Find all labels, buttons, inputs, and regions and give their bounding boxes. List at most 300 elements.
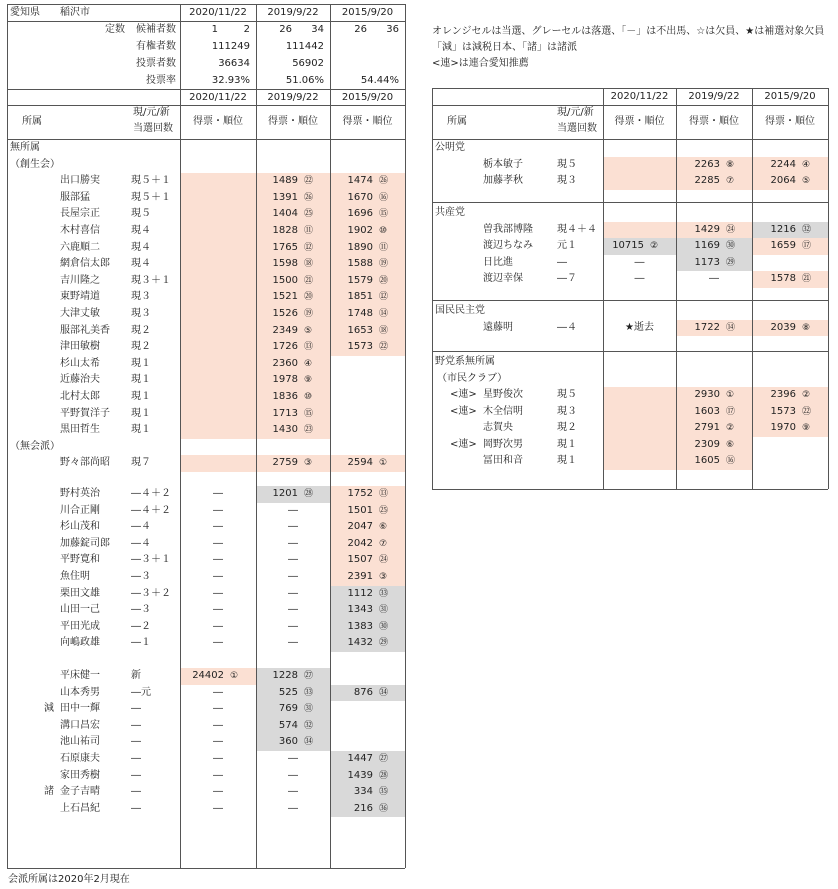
- candidate-name: 冨田和音: [483, 455, 523, 466]
- candidate-status: ―３: [131, 571, 151, 582]
- rank-badge: ⑳: [379, 275, 389, 286]
- rank-badge: ⑰: [802, 241, 812, 251]
- vote-count: 1970: [770, 422, 796, 433]
- vote-count: 2391: [347, 571, 373, 582]
- stat-value: 36634: [218, 58, 250, 69]
- group-title: 国民民主党: [435, 305, 485, 316]
- rank-badge: ①: [726, 390, 735, 400]
- votes-header: 得票・順位: [268, 116, 318, 127]
- group-title: 野党系無所属: [435, 356, 495, 367]
- candidate-name: 木村喜信: [60, 225, 100, 236]
- vote-count: 1748: [347, 308, 373, 319]
- candidate-status: ―元: [131, 686, 151, 698]
- elected-cell: [181, 256, 256, 273]
- vote-count: 1430: [272, 424, 298, 436]
- h-line: [7, 4, 405, 5]
- rank-badge: ⑰: [726, 406, 736, 417]
- vote-count: 876: [353, 686, 373, 698]
- candidate-status: ―: [557, 256, 567, 268]
- candidate-name: 野々部尚昭: [60, 457, 110, 469]
- candidate-name: 網倉信太郎: [60, 258, 110, 270]
- rank-badge: ③: [379, 572, 388, 582]
- vote-count: 1603: [694, 405, 720, 417]
- candidate-status: ―４: [557, 321, 577, 333]
- vote-count: 1836: [272, 391, 298, 402]
- vote-count: 1228: [272, 670, 298, 681]
- candidate-name: 池山祐司: [60, 736, 100, 748]
- rank-badge: ⑥: [379, 522, 388, 533]
- candidate-status: 現１: [131, 391, 151, 402]
- not-running-mark: ―: [634, 256, 645, 268]
- candidate-name: 日比進: [483, 256, 513, 268]
- candidate-status: 現２: [557, 422, 577, 433]
- candidate-name: 栃本敏子: [483, 158, 523, 170]
- v-line: [180, 4, 181, 89]
- footer-note: 会派所属は2020年2月現在: [8, 874, 130, 885]
- not-running-mark: ―: [288, 604, 298, 616]
- candidate-name: 上石昌紀: [60, 802, 100, 814]
- vote-count: 10715: [612, 240, 644, 251]
- rank-badge: ㉟: [379, 787, 389, 798]
- candidate-status: 現５: [557, 158, 577, 170]
- vote-count: 1578: [770, 273, 796, 284]
- not-running-mark: ―: [213, 736, 223, 748]
- vote-count: 1383: [347, 620, 373, 632]
- rank-badge: ㉒: [379, 342, 389, 353]
- candidate-name: 平野寛和: [60, 554, 100, 566]
- candidate-status: 現２: [131, 341, 151, 353]
- v-line: [432, 88, 433, 489]
- vote-count: 1605: [694, 455, 720, 466]
- candidate-status: 現７: [131, 457, 151, 469]
- vote-count: 2047: [347, 521, 373, 533]
- rank-badge: ㉞: [379, 687, 389, 698]
- elected-cell: [181, 372, 256, 389]
- vote-count: 1489: [272, 175, 298, 187]
- rank-badge: ⑱: [379, 325, 389, 336]
- status-header-right: 現/元/新: [557, 107, 594, 118]
- vote-count: 2594: [347, 457, 373, 469]
- candidate-status: 現３: [131, 308, 151, 319]
- stat-value: 54.44%: [360, 75, 399, 86]
- rank-badge: ㉜: [802, 224, 812, 235]
- rank-badge: ㉛: [379, 605, 389, 616]
- v-line: [676, 88, 677, 489]
- candidate-status: ―１: [131, 637, 151, 649]
- rank-badge: ㉑: [802, 274, 812, 284]
- party-prefix: 減: [44, 703, 54, 715]
- vote-count: 1670: [347, 191, 373, 203]
- vote-count: 1722: [694, 321, 720, 333]
- vote-count: 2042: [347, 537, 373, 549]
- elected-cell: [181, 306, 256, 323]
- vote-count: 2244: [770, 158, 796, 170]
- v-line: [330, 89, 331, 868]
- rank-badge: ⑭: [726, 322, 736, 333]
- note-colors: オレンジセルは当選、グレーセルは落選、「－」は不出馬、☆は欠員、★は補選対象欠員: [432, 26, 825, 37]
- rank-badge: ㉕: [304, 209, 314, 220]
- group-subtitle: （創生会）: [10, 158, 60, 170]
- candidate-status: ―: [131, 753, 141, 764]
- rank-badge: ⑦: [379, 538, 388, 549]
- vote-count: 1726: [272, 341, 298, 353]
- rank-badge: ㉘: [379, 770, 389, 781]
- h-line: [7, 21, 405, 22]
- not-running-mark: ―: [288, 786, 298, 798]
- elected-cell: [181, 289, 256, 306]
- not-running-mark: ―: [288, 537, 298, 549]
- vote-count: 1828: [272, 225, 298, 236]
- group-subtitle: （無会派）: [10, 440, 60, 452]
- candidate-status: 元１: [557, 240, 577, 251]
- candidate-name: 六鹿順二: [60, 241, 100, 253]
- rank-badge: ㉖: [304, 192, 314, 203]
- vote-count: 1404: [272, 208, 298, 220]
- h-line: [7, 868, 405, 869]
- rank-badge: ㉑: [304, 275, 314, 286]
- not-running-mark: ―: [213, 719, 223, 731]
- vote-count: 1573: [347, 341, 373, 353]
- candidate-name: 黒田哲生: [60, 424, 100, 436]
- vote-count: 1112: [347, 587, 373, 599]
- candidate-name: 北村太郎: [60, 391, 100, 402]
- party-prefix: 諸: [44, 786, 54, 798]
- vote-count: 360: [278, 736, 298, 748]
- elected-cell: [604, 173, 676, 190]
- rank-badge: ㊱: [379, 803, 389, 814]
- rank-badge: ⑮: [304, 408, 314, 419]
- group-divider: [432, 300, 828, 301]
- candidate-name: 加藤孝秋: [483, 175, 523, 186]
- rank-badge: ④: [802, 159, 811, 170]
- note-rengo: <連>は連合愛知推薦: [432, 58, 529, 69]
- not-running-mark: ―: [288, 571, 298, 582]
- vote-count: 2360: [272, 357, 298, 369]
- elected-cell: [604, 222, 676, 239]
- candidate-status: ―４＋２: [131, 504, 171, 516]
- affil-header: 所属: [22, 116, 42, 127]
- rank-badge: ⑯: [379, 192, 389, 203]
- vote-count: 1432: [347, 637, 373, 649]
- rank-badge: ⑪: [304, 226, 314, 236]
- vote-count: 1765: [272, 241, 298, 253]
- candidates-value: 34: [311, 24, 324, 35]
- candidate-status: 現１: [131, 374, 151, 386]
- vote-count: 769: [278, 703, 298, 715]
- candidate-status: 現１: [557, 455, 577, 466]
- candidate-name: 田中一輝: [60, 703, 100, 715]
- candidate-status: 現５＋１: [131, 191, 171, 203]
- not-running-mark: ―: [213, 802, 223, 814]
- not-running-mark: ―: [213, 504, 223, 516]
- vote-count: 574: [278, 719, 298, 731]
- rank-badge: ⑳: [304, 292, 314, 303]
- candidate-status: ―: [131, 719, 141, 731]
- candidate-status: 現１: [131, 357, 151, 369]
- elected-cell: [604, 437, 676, 454]
- elected-cell: [181, 273, 256, 290]
- v-line: [7, 4, 8, 89]
- rank-badge: ⑪: [379, 242, 389, 253]
- vote-count: 1978: [272, 374, 298, 386]
- not-running-mark: ―: [213, 786, 223, 798]
- vote-count: 1474: [347, 175, 373, 187]
- not-running-mark: ―: [709, 273, 719, 284]
- candidate-name: 岡野次男: [483, 438, 523, 450]
- date-header: 2015/9/20: [341, 7, 394, 18]
- rank-badge: ②: [802, 390, 811, 400]
- terms-header: 当選回数: [133, 123, 173, 134]
- rank-badge: ㉙: [379, 638, 389, 649]
- v-line: [828, 88, 829, 489]
- candidate-name: 渡辺ちなみ: [483, 240, 533, 251]
- v-line: [330, 4, 331, 89]
- vote-count: 2309: [694, 438, 720, 450]
- vote-count: 2396: [770, 389, 796, 400]
- v-line: [752, 88, 753, 489]
- vote-count: 334: [353, 786, 373, 798]
- v-line: [180, 89, 181, 868]
- rank-badge: ㉜: [304, 720, 314, 731]
- vote-count: 1507: [347, 554, 373, 566]
- not-running-mark: ―: [213, 488, 223, 499]
- candidate-name: 川合正剛: [60, 504, 100, 516]
- v-line: [256, 89, 257, 868]
- candidate-status: 現５＋１: [131, 175, 171, 187]
- v-line: [7, 89, 8, 868]
- candidate-status: ―３＋２: [131, 587, 171, 599]
- rank-badge: ⑨: [304, 375, 313, 386]
- elected-cell: [181, 223, 256, 240]
- date-header-repeat: 2019/9/22: [267, 92, 319, 103]
- vote-count: 1579: [347, 274, 373, 286]
- candidate-status: ―: [131, 736, 141, 748]
- rank-badge: ㉔: [726, 224, 736, 235]
- rank-badge: ⑤: [802, 176, 811, 186]
- rank-badge: ③: [304, 458, 313, 469]
- candidate-name: 吉川隆之: [60, 274, 100, 286]
- rank-badge: ㉖: [379, 176, 389, 187]
- vote-count: 2349: [272, 324, 298, 336]
- stat-value: 111442: [285, 41, 324, 52]
- vote-count: 2039: [770, 321, 796, 333]
- rank-badge: ⑧: [726, 159, 735, 170]
- vote-count: 1201: [272, 488, 298, 499]
- candidate-status: 現５: [557, 389, 577, 400]
- rank-badge: ㉙: [726, 257, 736, 268]
- not-running-mark: ―: [634, 273, 645, 284]
- vote-count: 1659: [770, 240, 796, 251]
- rank-badge: ②: [726, 423, 735, 433]
- elected-cell: [181, 356, 256, 373]
- candidate-name: 溝口昌宏: [60, 719, 100, 731]
- candidate-name: 平床健一: [60, 670, 100, 681]
- rank-badge: ⑭: [379, 309, 389, 319]
- group-title: 公明党: [435, 142, 465, 153]
- rank-badge: ㉚: [379, 621, 389, 632]
- terms-header-right: 当選回数: [557, 123, 597, 134]
- vote-count: 1588: [347, 258, 373, 270]
- affil-header-right: 所属: [447, 116, 467, 127]
- h-line: [432, 489, 828, 490]
- candidate-name: 津田敏樹: [60, 341, 100, 353]
- group-title: 無所属: [10, 142, 40, 153]
- vote-count: 1573: [770, 405, 796, 417]
- rank-badge: ⑫: [379, 292, 389, 303]
- vote-count: 2930: [694, 389, 720, 400]
- h-line: [432, 105, 828, 106]
- label-3: 投票率: [146, 75, 176, 86]
- rank-badge: ⑫: [304, 242, 314, 253]
- vote-count: 1429: [694, 223, 720, 235]
- candidate-status: ―４: [131, 521, 151, 533]
- group-subtitle: （市民クラブ）: [437, 372, 508, 384]
- candidate-status: ―７: [557, 273, 577, 284]
- candidate-status: 現４: [131, 241, 151, 253]
- candidate-name: 山本秀男: [60, 686, 100, 698]
- candidate-name: 渡辺幸保: [483, 273, 523, 284]
- candidate-status: ―４＋２: [131, 488, 171, 499]
- candidate-status: 現４: [131, 225, 151, 236]
- not-running-mark: ―: [213, 587, 223, 599]
- rank-badge: ㉚: [726, 241, 736, 251]
- candidates-value: 36: [386, 24, 399, 35]
- stat-value: 32.93%: [211, 75, 250, 86]
- candidate-status: 現３: [557, 405, 577, 417]
- elected-cell: [181, 240, 256, 257]
- vote-count: 216: [353, 802, 373, 814]
- elected-cell: [604, 420, 676, 437]
- candidate-status: 現４: [131, 258, 151, 270]
- candidate-name: 星野俊次: [483, 389, 523, 400]
- vote-count: 1169: [694, 240, 720, 251]
- rank-badge: ⑨: [802, 423, 811, 433]
- date-header-right: 2015/9/20: [764, 91, 816, 102]
- h-line: [7, 139, 405, 140]
- vote-count: 1521: [272, 291, 298, 303]
- prefecture: 愛知県: [10, 7, 40, 18]
- not-running-mark: ―: [288, 802, 298, 814]
- rank-badge: ⑧: [802, 322, 811, 333]
- not-running-mark: ―: [213, 604, 223, 616]
- vote-count: 1439: [347, 769, 373, 781]
- date-header-right: 2019/9/22: [688, 91, 740, 102]
- elected-cell: [181, 422, 256, 439]
- rank-badge: ⑩: [379, 226, 388, 236]
- rank-badge: ㉘: [304, 489, 314, 499]
- elected-cell: [181, 173, 256, 190]
- rank-badge: ①: [379, 458, 388, 469]
- elected-cell: [604, 387, 676, 404]
- rank-badge: ⑲: [304, 309, 314, 319]
- candidate-status: ―３＋１: [131, 554, 171, 566]
- candidate-name: 近藤治夫: [60, 374, 100, 386]
- vote-count: 1598: [272, 258, 298, 270]
- not-running-mark: ―: [288, 554, 298, 566]
- candidate-status: 現３＋１: [131, 274, 171, 286]
- group-title: 共産党: [435, 207, 465, 218]
- label-seats: 定数: [105, 24, 125, 35]
- candidate-name: 平田光成: [60, 620, 100, 632]
- elected-cell: [604, 453, 676, 470]
- not-running-mark: ―: [213, 620, 223, 632]
- not-running-mark: ―: [213, 537, 223, 549]
- vote-count: 1851: [347, 291, 373, 303]
- candidate-name: 服部礼美香: [60, 324, 110, 336]
- rank-badge: ⑦: [726, 176, 735, 186]
- rank-badge: ⑱: [304, 259, 314, 270]
- note-parties: 「減」は減税日本、「諸」は諸派: [432, 42, 577, 53]
- label-2: 投票者数: [136, 58, 176, 69]
- vote-count: 1216: [770, 223, 796, 235]
- candidate-status: 現３: [131, 291, 151, 303]
- rank-badge: ㉝: [304, 687, 314, 698]
- elected-cell: [181, 406, 256, 423]
- rank-badge: ㉕: [379, 505, 389, 516]
- candidate-name: 長屋宗正: [60, 208, 100, 220]
- candidate-name: 平野賀洋子: [60, 407, 110, 419]
- rank-badge: ㉝: [379, 588, 389, 599]
- candidate-name: 山田一己: [60, 604, 100, 616]
- not-running-mark: ―: [288, 504, 298, 516]
- status-header: 現/元/新: [133, 107, 170, 118]
- candidate-name: 金子吉晴: [60, 786, 100, 798]
- not-running-mark: ―: [288, 753, 298, 764]
- elected-cell: [181, 389, 256, 406]
- elected-cell: [181, 455, 256, 472]
- h-line: [432, 88, 828, 89]
- not-running-mark: ―: [213, 521, 223, 533]
- v-line: [405, 89, 406, 868]
- candidate-name: 家田秀樹: [60, 769, 100, 781]
- not-running-mark: ―: [213, 753, 223, 764]
- not-running-mark: ―: [213, 769, 223, 781]
- vote-count: 1447: [347, 753, 373, 764]
- date-header-repeat: 2015/9/20: [341, 92, 394, 103]
- not-running-mark: ―: [213, 686, 223, 698]
- not-running-mark: ―: [213, 637, 223, 649]
- party-prefix: <連>: [450, 405, 477, 417]
- h-line: [7, 105, 405, 106]
- city: 稲沢市: [60, 7, 90, 18]
- seats-value: 26: [354, 24, 367, 35]
- candidate-status: ―: [131, 786, 141, 798]
- date-header: 2019/9/22: [267, 7, 319, 18]
- votes-header: 得票・順位: [342, 116, 393, 127]
- date-header: 2020/11/22: [189, 7, 247, 18]
- not-running-mark: ―: [288, 521, 298, 533]
- rank-badge: ㉛: [304, 704, 314, 715]
- candidate-status: 新: [131, 670, 141, 681]
- candidate-name: 栗田文雄: [60, 587, 100, 599]
- rank-badge: ⑥: [726, 439, 735, 450]
- candidate-status: 現１: [557, 438, 577, 450]
- candidate-name: 遠藤明: [483, 321, 513, 333]
- candidate-status: ―: [131, 703, 141, 715]
- rank-badge: ㉓: [304, 425, 314, 436]
- candidate-name: 杉山茂和: [60, 521, 100, 533]
- vote-count: 2064: [770, 175, 796, 186]
- candidate-name: 東野靖道: [60, 291, 100, 303]
- candidate-name: 野村英治: [60, 488, 100, 499]
- group-divider: [432, 202, 828, 203]
- votes-header-right: 得票・順位: [765, 116, 815, 127]
- candidate-name: 木全信明: [483, 405, 523, 417]
- rank-badge: ⑤: [304, 325, 313, 336]
- candidate-name: 服部猛: [60, 191, 90, 203]
- rank-badge: ㉗: [304, 671, 314, 681]
- vote-count: 1696: [347, 208, 373, 220]
